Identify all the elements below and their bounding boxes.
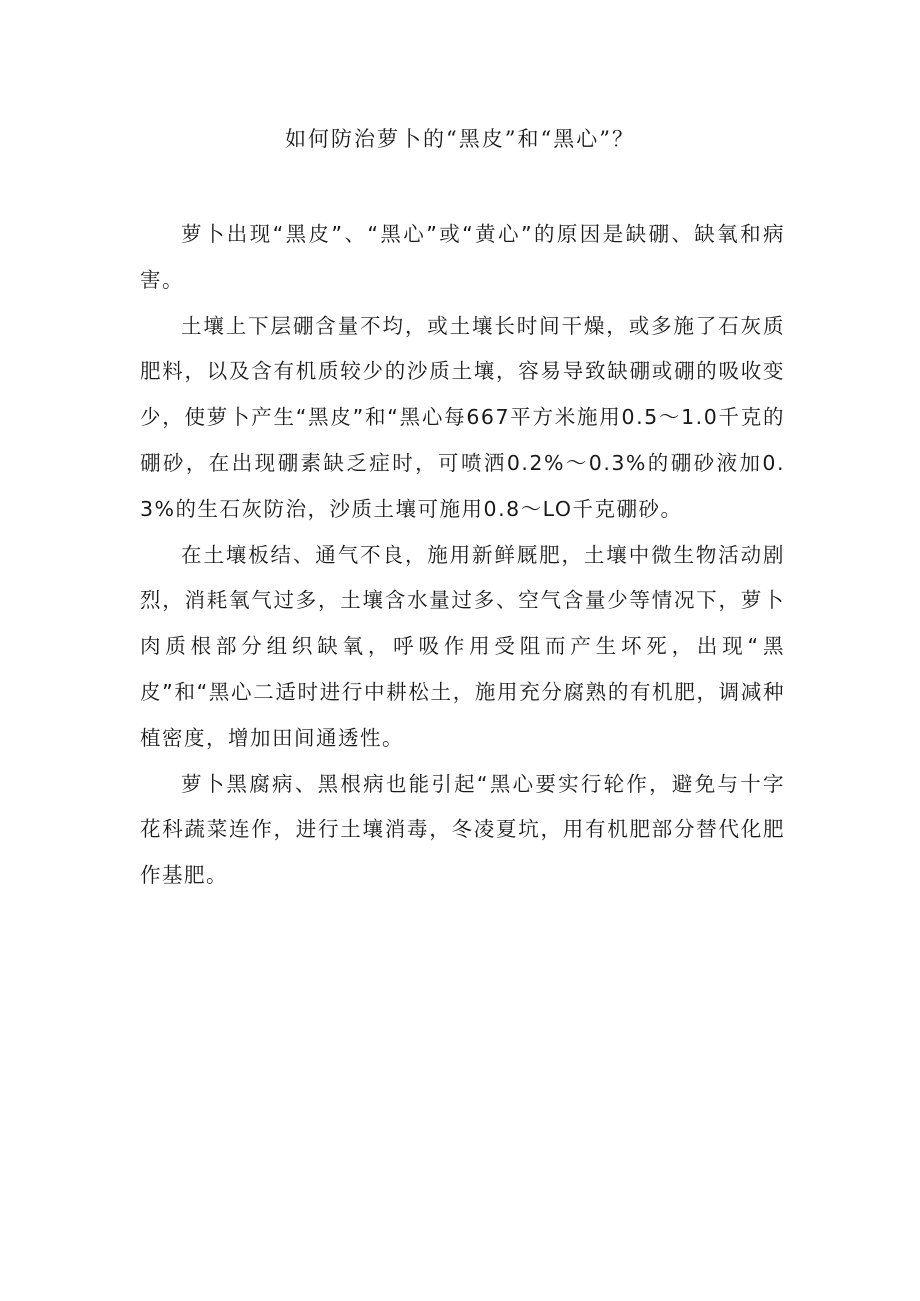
paragraph-boron-deficiency: 土壤上下层硼含量不均，或土壤长时间干燥，或多施了石灰质肥料，以及含有机质较少的沙质土壤，容易导致缺硼或硼的吸收变少，使萝卜产生“黑皮”和“黑心每667平方米施用0.5～1.0千克的硼砂，在出现硼素缺乏症时，可喷洒0.2%～0.3%的硼砂液加0.3%的生石灰防治，沙质土壤可施用0.8～LO千克硼砂。 xyxy=(140,313,785,521)
document-title: 如何防治萝卜的“黑皮”和“黑心”？ xyxy=(285,127,635,151)
document-body xyxy=(140,212,785,899)
paragraph-causes: 萝卜出现“黑皮”、“黑心”或“黄心”的原因是缺硼、缺氧和病害。 xyxy=(140,222,785,292)
paragraph-disease: 萝卜黑腐病、黑根病也能引起“黑心要实行轮作，避免与十字花科蔬菜连作，进行土壤消毒，冬凌夏坑，用有机肥部分替代化肥作基肥。 xyxy=(140,771,785,888)
paragraph-oxygen-deficiency: 在土壤板结、通气不良，施用新鲜厩肥，土壤中微生物活动剧烈，消耗氧气过多，土壤含水量过多、空气含量少等情况下，萝卜肉质根部分组织缺氧，呼吸作用受阻而产生坏死，出现“黑皮”和“黑心二适时进行中耕松土，施用充分腐熟的有机肥，调减种植密度，增加田间通透性。 xyxy=(140,542,785,750)
